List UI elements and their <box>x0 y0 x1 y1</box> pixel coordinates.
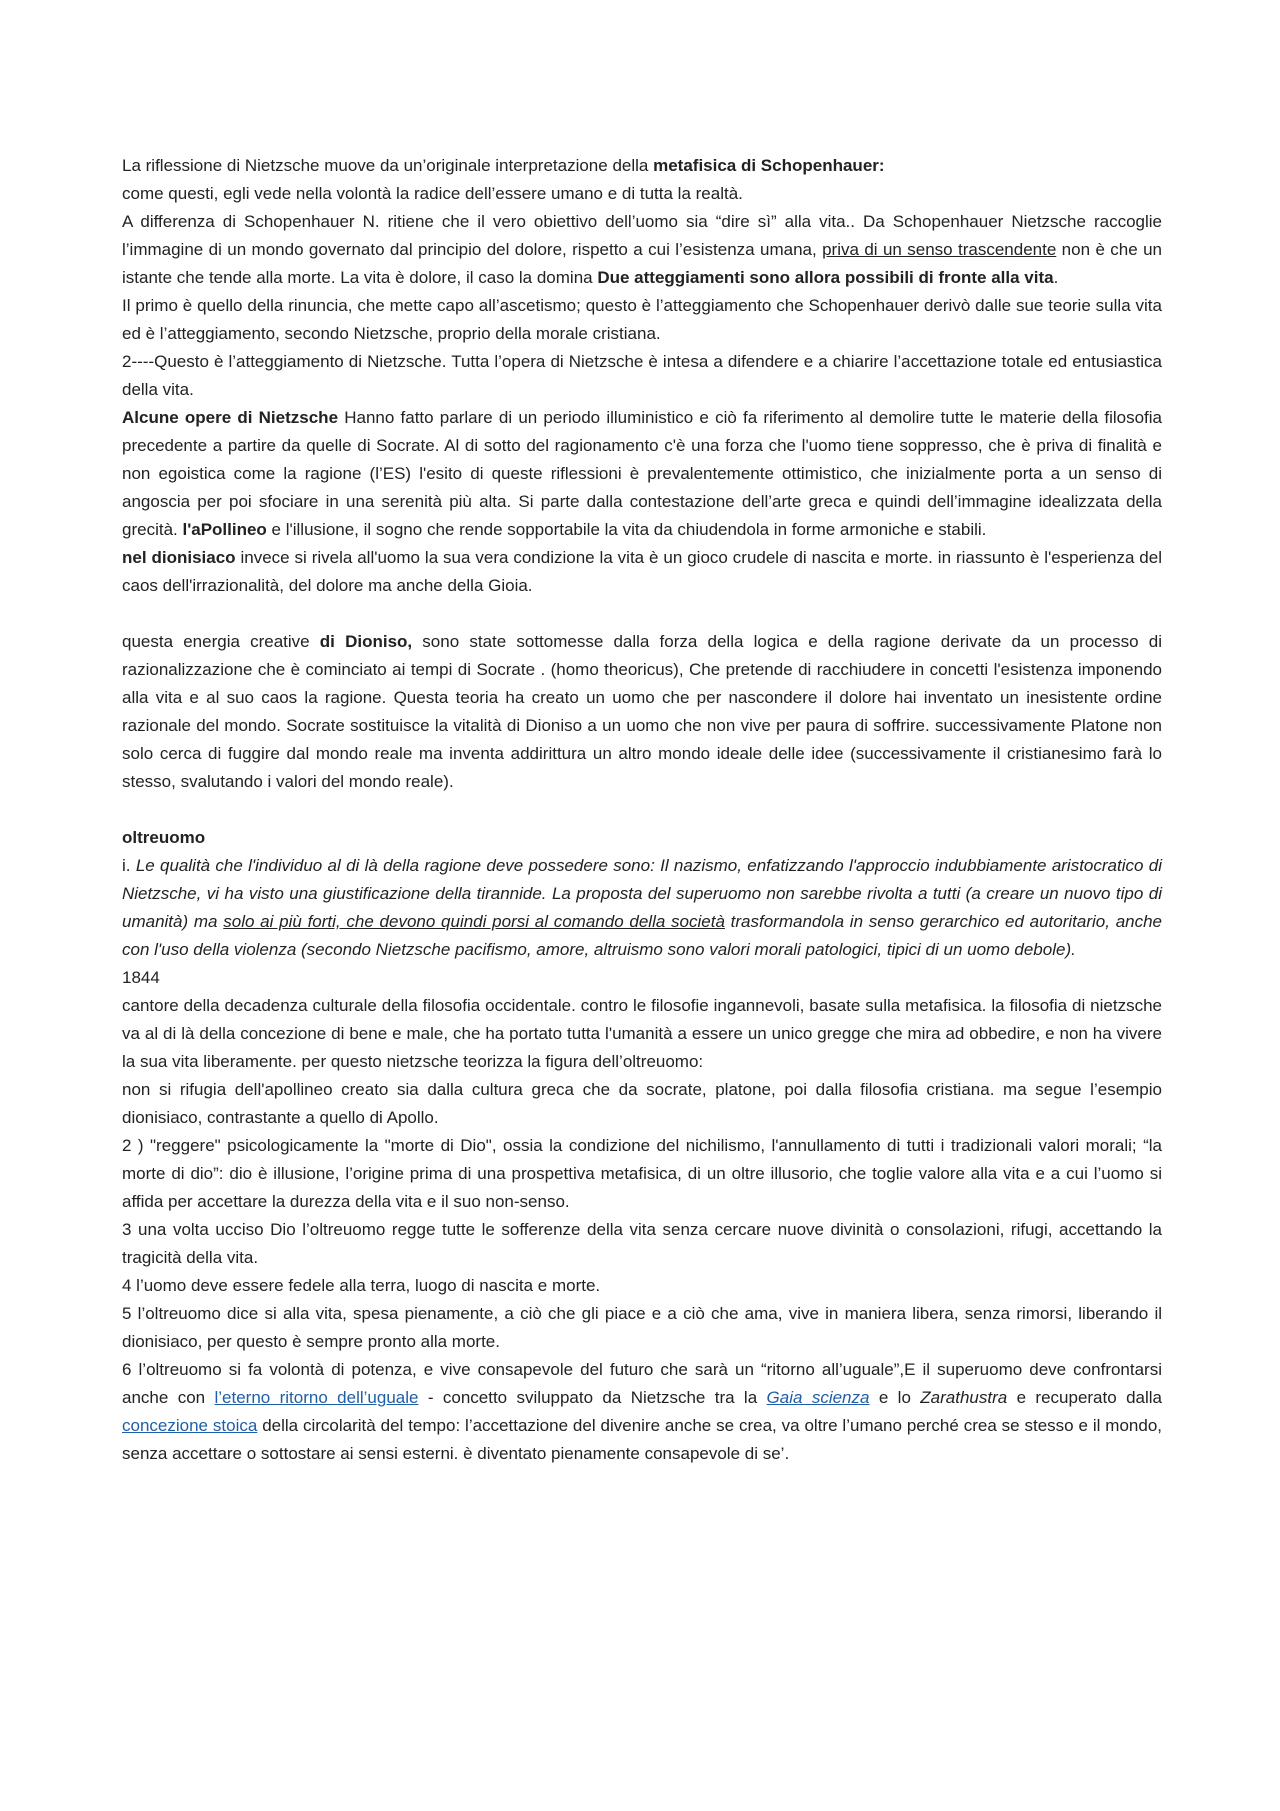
section-heading <box>122 824 1162 852</box>
paragraph-works <box>122 404 1162 544</box>
text: invece si rivela all'uomo la sua vera condizione la vita è un gioco crudele di nascita e morte. in riassunto è l'esperienza del caos dell'irrazionalità, del dolore ma anche della Gioia. <box>122 548 1162 595</box>
text: 2 ) "reggere" psicologicamente la "morte di Dio", ossia la condizione del nichilismo, l'annullamento di tutti i tradizionali valori morali; “la morte di dio”: dio è illusione, l’origine prima di una prospettiva metafisica, di un oltre illusorio, che toglie valore alla vita e a cui l’uomo si affida per accettare la durezza della vita e il suo non-senso. <box>122 1136 1162 1211</box>
paragraph-point-5 <box>122 1300 1162 1356</box>
text: come questi, egli vede nella volontà la radice dell’essere umano e di tutta la realtà. <box>122 184 743 203</box>
blank-line <box>122 600 1162 628</box>
italic-text: Zarathustra <box>920 1388 1008 1407</box>
text: 2----Questo è l’atteggiamento di Nietzsche. Tutta l’opera di Nietzsche è intesa a difendere e a chiarire l’accettazione totale ed entusiastica della vita. <box>122 352 1162 399</box>
text: . <box>1053 268 1059 287</box>
text: i. <box>122 856 136 875</box>
text: e lo <box>869 1388 921 1407</box>
paragraph-qualities <box>122 852 1162 964</box>
bold-text: metafisica di Schopenhauer: <box>653 156 885 175</box>
bold-text: Alcune opere di Nietzsche <box>122 408 339 427</box>
paragraph-difference <box>122 208 1162 292</box>
text: e recuperato dalla <box>1007 1388 1162 1407</box>
paragraph-point-3 <box>122 1216 1162 1272</box>
text: Il primo è quello della rinuncia, che mette capo all’ascetismo; questo è l’atteggiamento che Schopenhauer derivò dalle sue teorie sulla vita ed è l’atteggiamento, secondo Nietzsche, proprio della morale cristiana. <box>122 296 1162 343</box>
paragraph-decadence <box>122 992 1162 1076</box>
paragraph-point-4 <box>122 1272 1162 1300</box>
document-page <box>122 152 1162 1468</box>
paragraph-acceptance <box>122 348 1162 404</box>
paragraph-dioniso <box>122 628 1162 796</box>
text: della circolarità del tempo: l’accettazione del divenire anche se crea, va oltre l’umano perché crea se stesso e il mondo, senza accettare o sottostare ai sensi esterni. è diventato pienamente consapevole di se’. <box>122 1416 1162 1463</box>
bold-text: nel dionisiaco <box>122 548 236 567</box>
paragraph-death-of-god <box>122 1132 1162 1216</box>
paragraph-renunciation <box>122 292 1162 348</box>
text: 4 l’uomo deve essere fedele alla terra, luogo di nascita e morte. <box>122 1276 601 1295</box>
text: - concetto sviluppato da Nietzsche tra la <box>418 1388 767 1407</box>
underlined-italic-text: solo ai più forti, che devono quindi porsi al comando della società <box>223 912 725 931</box>
eternal-return-link[interactable]: l’eterno ritorno dell’uguale <box>214 1388 419 1407</box>
gaia-scienza-link[interactable]: Gaia scienza <box>766 1388 870 1407</box>
year-line <box>122 964 1162 992</box>
text: 6 l’oltreuomo si fa volontà di potenza, e vive consapevole del futuro che sarà un “ritorno all’uguale”,E il superuomo deve confrontarsi anche con <box>122 1360 1162 1407</box>
bold-text: l'aPollineo <box>182 520 267 539</box>
text: cantore della decadenza culturale della filosofia occidentale. contro le filosofie ingannevoli, basate sulla metafisica. la filosofia di nietzsche va al di là della concezione di bene e male, che ha portato tutta l'umanità a essere un unico gregge che mira ad obbedire, e non ha vivere la sua vita liberamente. per questo nietzsche teorizza la figura dell’oltreuomo: <box>122 996 1162 1071</box>
stoic-conception-link[interactable]: concezione stoica <box>122 1416 258 1435</box>
italic-text: Le qualità che l'individuo al di là della ragione deve possedere sono: Il nazismo, enfatizzando l'approccio indubbiamente aristocratico di Nietzsche, vi ha visto una giustificazione della tirannide. La proposta del superuomo non sarebbe rivolta a tutti (a creare un nuovo tipo di umanità) ma <box>122 856 1162 931</box>
bold-text: di Dioniso, <box>319 632 413 651</box>
italic-text: trasformandola in senso gerarchico ed autoritario, anche con l'uso della violenza (secondo Nietzsche pacifismo, amore, altruismo sono valori morali patologici, tipici di un uomo debole). <box>122 912 1163 959</box>
paragraph-point-6 <box>122 1356 1162 1468</box>
blank-line <box>122 796 1162 824</box>
bold-text: Due atteggiamenti sono allora possibili di fronte alla vita <box>597 268 1054 287</box>
paragraph-will <box>122 180 1162 208</box>
paragraph-dionysian <box>122 544 1162 600</box>
text: sono state sottomesse dalla forza della logica e della ragione derivate da un processo di razionalizzazione che è cominciato ai tempi di Socrate . (homo theoricus), Che pretende di racchiudere in concetti l'esistenza imponendo alla vita e al suo caos la ragione. Questa teoria ha creato un uomo che per nascondere il dolore hai inventato un inesistente ordine razionale del mondo. Socrate sostituisce la vitalità di Dioniso a un uomo che non vive per paura di soffrire. successivamente Platone non solo cerca di fuggire dal mondo reale ma inventa addirittura un altro mondo ideale delle idee (successivamente il cristianesimo farà lo stesso, svalutando i valori del mondo reale). <box>122 632 1162 791</box>
text: 5 l’oltreuomo dice si alla vita, spesa pienamente, a ciò che gli piace e a ciò che ama, vive in maniera libera, senza rimorsi, liberando il dionisiaco, per questo è sempre pronto alla morte. <box>122 1304 1162 1351</box>
text: La riflessione di Nietzsche muove da un’originale interpretazione della <box>122 156 654 175</box>
text: non si rifugia dell'apollineo creato sia dalla cultura greca che da socrate, platone, poi dalla filosofia cristiana. ma segue l’esempio dionisiaco, contrastante a quello di Apollo. <box>122 1080 1162 1127</box>
paragraph-apollonian <box>122 1076 1162 1132</box>
text: A differenza di Schopenhauer N. ritiene che il vero obiettivo dell’uomo sia “dire sì” alla vita.. Da Schopenhauer Nietzsche raccoglie l’immagine di un mondo governato dal principio del dolore, rispetto a cui l’esistenza umana, <box>122 212 1162 259</box>
paragraph-intro <box>122 152 1162 180</box>
heading-text: oltreuomo <box>122 828 206 847</box>
text: Hanno fatto parlare di un periodo illuministico e ciò fa riferimento al demolire tutte le materie della filosofia precedente a partire da quelle di Socrate. Al di sotto del ragionamento c'è una forza che l'uomo tiene soppresso, che è priva di finalità e non egoistica come la ragione (l’ES) l'esito di queste riflessioni è prevalentemente ottimistico, che inizialmente porta a un senso di angoscia per poi sfociare in una serenità più alta. Si parte dalla contestazione dell’arte greca e quindi dell’immagine idealizzata della grecità. <box>122 408 1162 539</box>
text: 3 una volta ucciso Dio l’oltreuomo regge tutte le sofferenze della vita senza cercare nuove divinità o consolazioni, rifugi, accettando la tragicità della vita. <box>122 1220 1162 1267</box>
text: non è che un istante che tende alla morte. La vita è dolore, il caso la domina <box>122 240 1162 287</box>
year-text: 1844 <box>122 968 160 987</box>
text: questa energia creative <box>122 632 320 651</box>
text: e l'illusione, il sogno che rende sopportabile la vita da chiudendola in forme armoniche e stabili. <box>266 520 987 539</box>
underlined-text: priva di un senso trascendente <box>822 240 1057 259</box>
